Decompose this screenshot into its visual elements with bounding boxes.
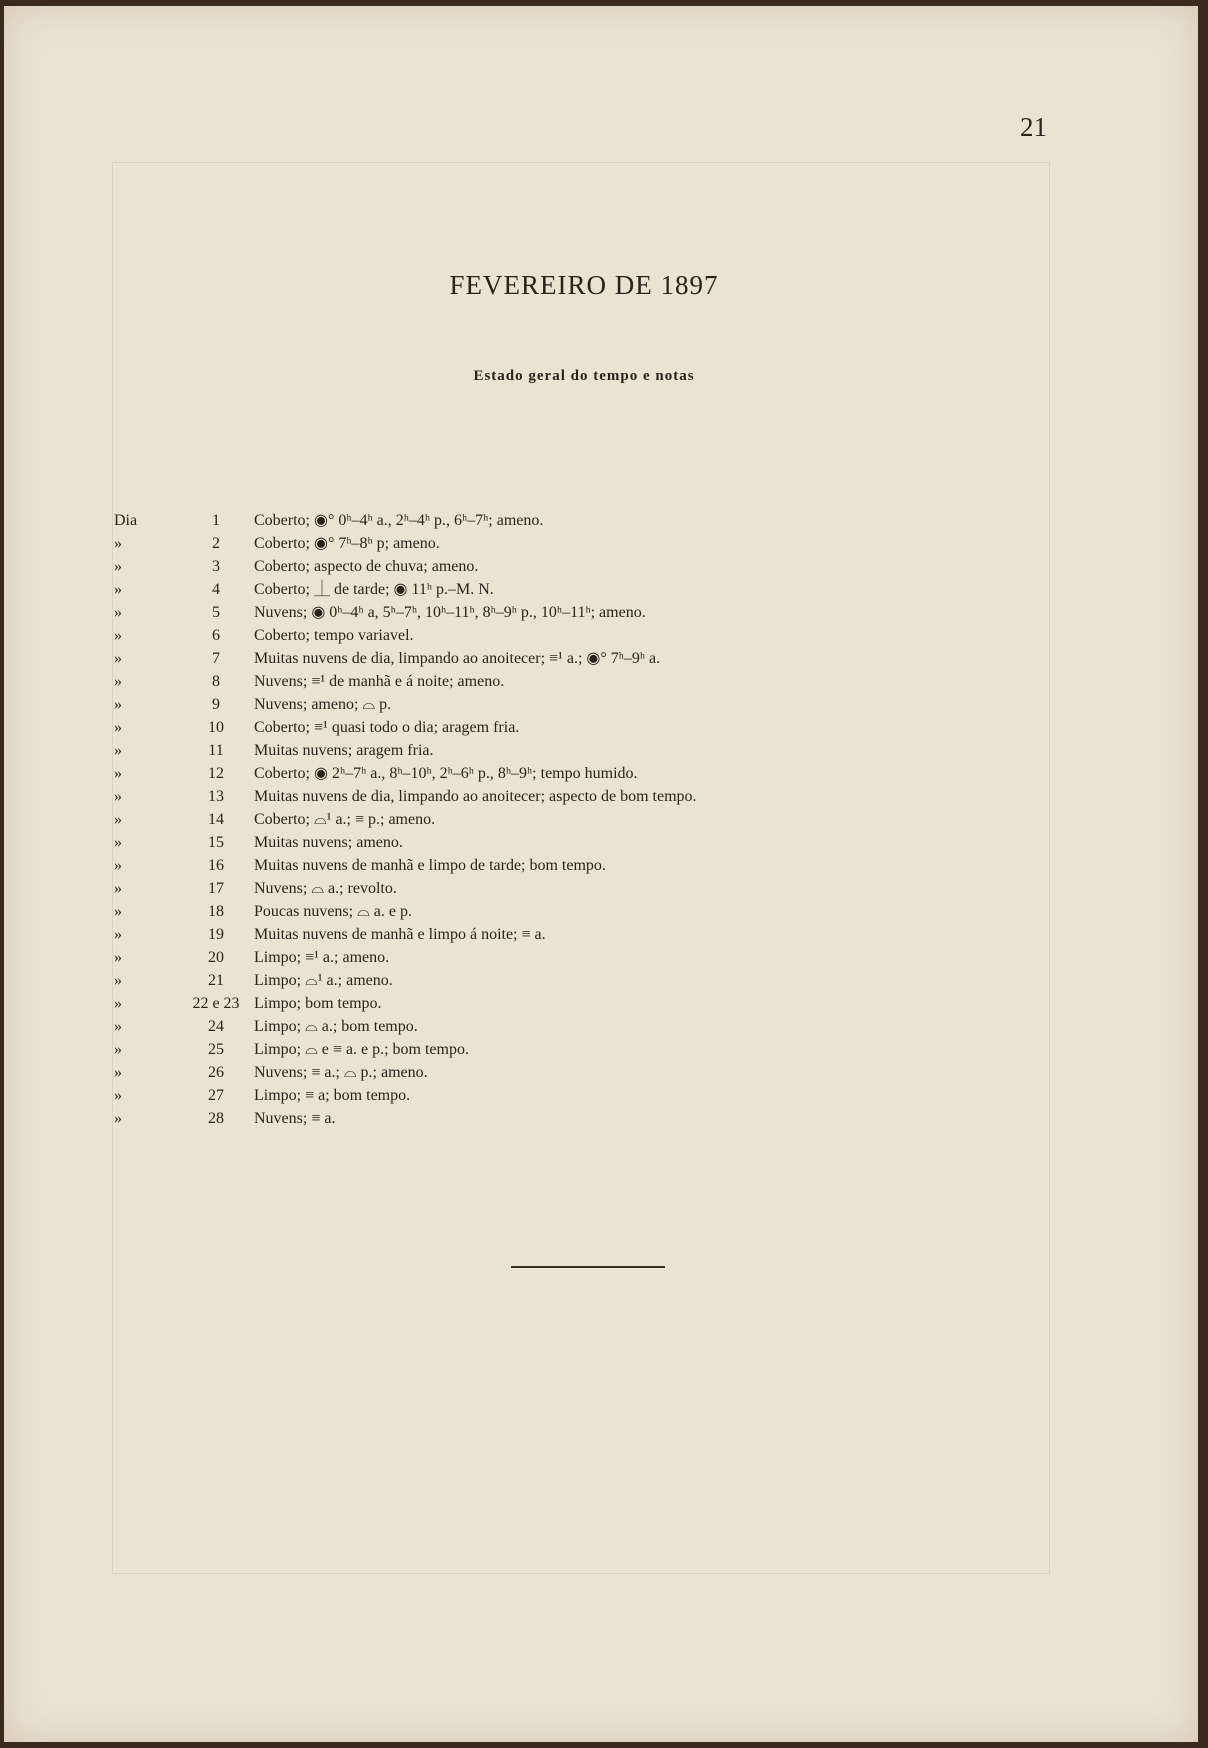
day-label: » bbox=[114, 627, 122, 644]
weather-note-text: Coberto; tempo variavel. bbox=[254, 627, 414, 644]
weather-note-row bbox=[104, 762, 1004, 785]
day-label: » bbox=[114, 581, 122, 598]
weather-note-row bbox=[104, 1015, 1004, 1038]
day-label: » bbox=[114, 995, 122, 1012]
weather-note-text: Limpo; ⌓ e ≡ a. e p.; bom tempo. bbox=[254, 1041, 469, 1058]
day-label: Dia bbox=[114, 512, 138, 529]
day-number: 14 bbox=[208, 811, 224, 828]
page-title: FEVEREIRO DE 1897 bbox=[449, 270, 719, 300]
weather-note-text: Limpo; ⌓¹ a.; ameno. bbox=[254, 972, 393, 989]
day-label: » bbox=[114, 880, 122, 897]
closing-rule bbox=[511, 1266, 665, 1268]
weather-note-text: Muitas nuvens de manhã e limpo de tarde; bom tempo. bbox=[254, 857, 606, 874]
day-number: 13 bbox=[208, 788, 224, 805]
weather-note-text: Muitas nuvens; ameno. bbox=[254, 834, 403, 851]
weather-note-text: Coberto; aspecto de chuva; ameno. bbox=[254, 558, 479, 575]
weather-note-row bbox=[104, 808, 1004, 831]
day-label: » bbox=[114, 1087, 122, 1104]
day-number: 24 bbox=[208, 1018, 224, 1035]
day-number: 22 e 23 bbox=[192, 995, 240, 1012]
weather-note-text: Muitas nuvens; aragem fria. bbox=[254, 742, 434, 759]
weather-note-text: Coberto; ◉ 2ʰ–7ʰ a., 8ʰ–10ʰ, 2ʰ–6ʰ p., 8ʰ–9ʰ; tempo humido. bbox=[254, 765, 638, 782]
weather-note-row bbox=[104, 831, 1004, 854]
weather-note-row bbox=[104, 785, 1004, 808]
day-label: » bbox=[114, 834, 122, 851]
day-label: » bbox=[114, 719, 122, 736]
day-number: 20 bbox=[208, 949, 224, 966]
day-number: 21 bbox=[208, 972, 224, 989]
weather-note-text: Nuvens; ◉ 0ʰ–4ʰ a, 5ʰ–7ʰ, 10ʰ–11ʰ, 8ʰ–9ʰ p., 10ʰ–11ʰ; ameno. bbox=[254, 604, 646, 621]
weather-note-text: Limpo; ⌓ a.; bom tempo. bbox=[254, 1018, 418, 1035]
weather-note-row bbox=[104, 647, 1004, 670]
day-number: 1 bbox=[212, 512, 220, 529]
weather-note-row bbox=[104, 670, 1004, 693]
day-label: » bbox=[114, 604, 122, 621]
weather-note-row bbox=[104, 923, 1004, 946]
day-label: » bbox=[114, 673, 122, 690]
day-number: 19 bbox=[208, 926, 224, 943]
day-number: 8 bbox=[212, 673, 220, 690]
section-subtitle: Estado geral do tempo e notas bbox=[473, 368, 695, 384]
day-label: » bbox=[114, 857, 122, 874]
weather-note-text: Coberto; ◉° 0ʰ–4ʰ a., 2ʰ–4ʰ p., 6ʰ–7ʰ; ameno. bbox=[254, 512, 544, 529]
day-number: 28 bbox=[208, 1110, 224, 1127]
weather-note-text: Nuvens; ≡ a.; ⌓ p.; ameno. bbox=[254, 1064, 428, 1081]
weather-note-row bbox=[104, 555, 1004, 578]
day-number: 6 bbox=[212, 627, 220, 644]
day-label: » bbox=[114, 742, 122, 759]
day-number: 5 bbox=[212, 604, 220, 621]
weather-note-text: Nuvens; ⌓ a.; revolto. bbox=[254, 880, 397, 897]
weather-note-row bbox=[104, 693, 1004, 716]
day-number: 9 bbox=[212, 696, 220, 713]
weather-note-text: Poucas nuvens; ⌓ a. e p. bbox=[254, 903, 412, 920]
day-number: 11 bbox=[208, 742, 224, 759]
document-page bbox=[4, 6, 1198, 1742]
weather-note-text: Nuvens; ≡¹ de manhã e á noite; ameno. bbox=[254, 673, 505, 690]
day-number: 26 bbox=[208, 1064, 224, 1081]
weather-note-text: Coberto; ⏊ de tarde; ◉ 11ʰ p.–M. N. bbox=[254, 581, 494, 598]
day-label: » bbox=[114, 926, 122, 943]
weather-note-row bbox=[104, 1107, 1004, 1130]
day-number: 12 bbox=[208, 765, 224, 782]
weather-note-row bbox=[104, 1038, 1004, 1061]
weather-note-row bbox=[104, 877, 1004, 900]
day-label: » bbox=[114, 903, 122, 920]
day-label: » bbox=[114, 1110, 122, 1127]
weather-note-text: Nuvens; ameno; ⌓ p. bbox=[254, 696, 392, 713]
day-label: » bbox=[114, 811, 122, 828]
day-number: 7 bbox=[212, 650, 220, 667]
day-label: » bbox=[114, 788, 122, 805]
weather-note-row bbox=[104, 854, 1004, 877]
weather-note-row bbox=[104, 946, 1004, 969]
weather-note-row bbox=[104, 509, 1004, 532]
day-label: » bbox=[114, 535, 122, 552]
weather-note-row bbox=[104, 716, 1004, 739]
weather-note-row bbox=[104, 739, 1004, 762]
weather-note-row bbox=[104, 601, 1004, 624]
weather-note-row bbox=[104, 900, 1004, 923]
day-number: 3 bbox=[212, 558, 220, 575]
day-number: 27 bbox=[208, 1087, 224, 1104]
weather-note-text: Limpo; ≡ a; bom tempo. bbox=[254, 1087, 411, 1104]
page-number: 21 bbox=[1020, 112, 1047, 142]
day-label: » bbox=[114, 972, 122, 989]
weather-note-text: Nuvens; ≡ a. bbox=[254, 1110, 336, 1127]
day-label: » bbox=[114, 1041, 122, 1058]
weather-note-row bbox=[104, 578, 1004, 601]
day-number: 15 bbox=[208, 834, 224, 851]
weather-note-row bbox=[104, 1061, 1004, 1084]
day-label: » bbox=[114, 1018, 122, 1035]
weather-note-row bbox=[104, 969, 1004, 992]
weather-note-row bbox=[104, 532, 1004, 555]
day-number: 25 bbox=[208, 1041, 224, 1058]
day-label: » bbox=[114, 765, 122, 782]
weather-note-row bbox=[104, 1084, 1004, 1107]
day-label: » bbox=[114, 650, 122, 667]
weather-notes-list bbox=[104, 509, 1004, 1130]
day-label: » bbox=[114, 949, 122, 966]
weather-note-text: Limpo; ≡¹ a.; ameno. bbox=[254, 949, 390, 966]
weather-note-text: Coberto; ⌓¹ a.; ≡ p.; ameno. bbox=[254, 811, 436, 828]
day-number: 18 bbox=[208, 903, 224, 920]
day-number: 2 bbox=[212, 535, 220, 552]
weather-note-text: Muitas nuvens de manhã e limpo á noite; ≡ a. bbox=[254, 926, 546, 943]
day-label: » bbox=[114, 696, 122, 713]
day-number: 17 bbox=[208, 880, 224, 897]
weather-note-row bbox=[104, 624, 1004, 647]
weather-note-text: Coberto; ◉° 7ʰ–8ʰ p; ameno. bbox=[254, 535, 440, 552]
weather-note-text: Muitas nuvens de dia, limpando ao anoitecer; aspecto de bom tempo. bbox=[254, 788, 697, 805]
day-number: 10 bbox=[208, 719, 224, 736]
day-number: 4 bbox=[212, 581, 220, 598]
weather-note-row bbox=[104, 992, 1004, 1015]
day-number: 16 bbox=[208, 857, 224, 874]
weather-note-text: Muitas nuvens de dia, limpando ao anoitecer; ≡¹ a.; ◉° 7ʰ–9ʰ a. bbox=[254, 650, 661, 667]
day-label: » bbox=[114, 558, 122, 575]
day-label: » bbox=[114, 1064, 122, 1081]
weather-note-text: Limpo; bom tempo. bbox=[254, 995, 382, 1012]
weather-note-text: Coberto; ≡¹ quasi todo o dia; aragem fria. bbox=[254, 719, 520, 736]
